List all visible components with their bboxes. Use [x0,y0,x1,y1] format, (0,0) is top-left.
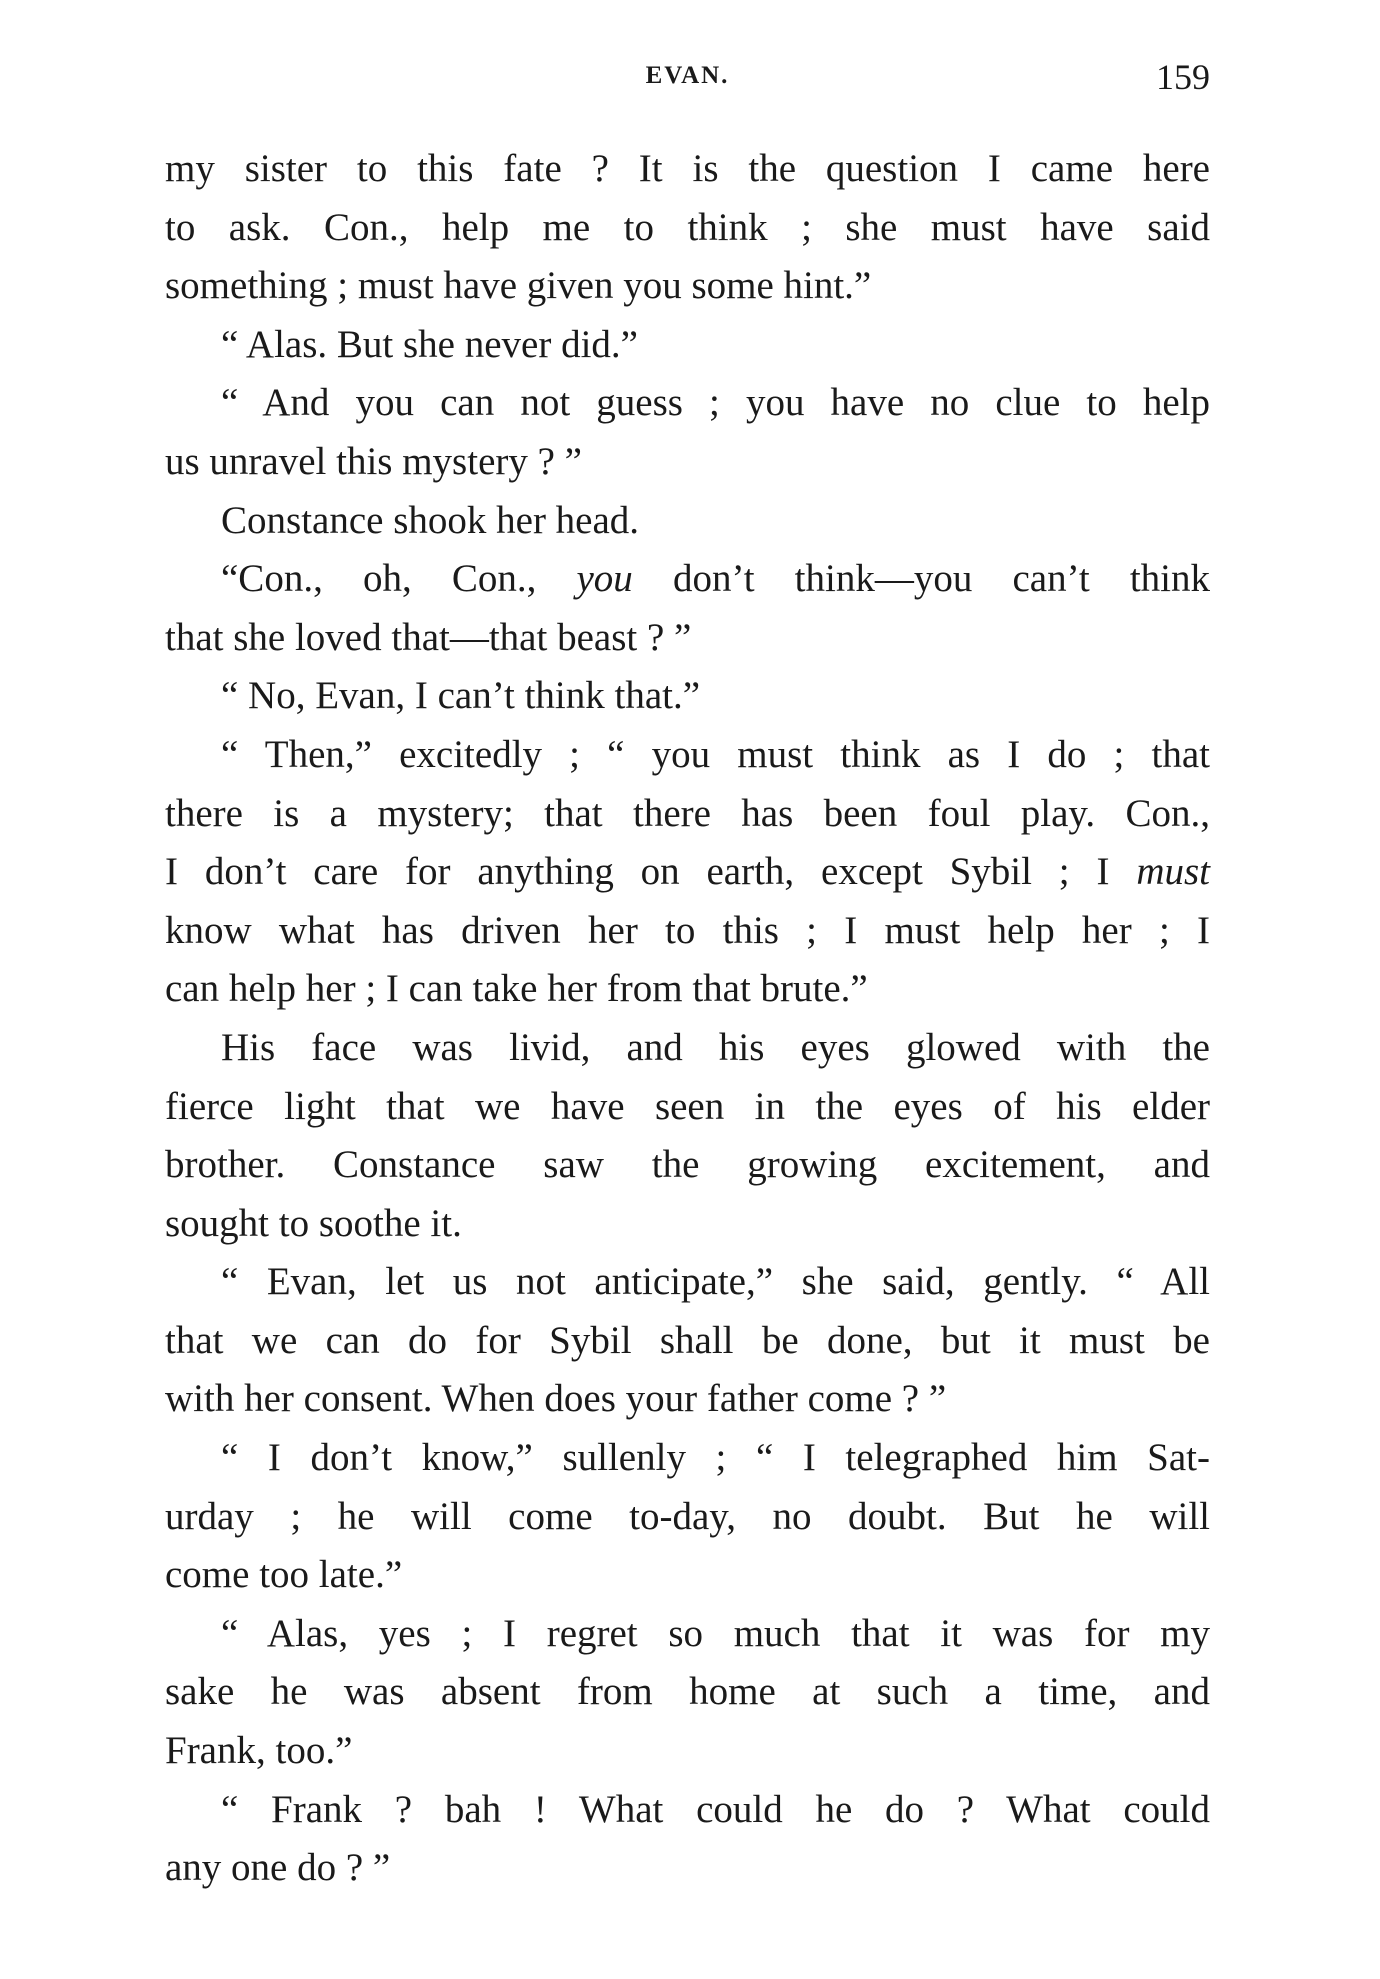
text-line: sought to soothe it. [165,1201,462,1245]
text-line: “ Alas, yes ; I regret so much that it was for my [221,1611,1210,1655]
text-segment: I don’t care for anything on earth, except Sybil ; [165,850,1070,894]
text-line [165,843,1210,902]
text-line [165,550,1210,609]
text-line: brother. Constance saw the growing excitement, and [165,1143,1210,1187]
body-text [165,140,1210,1898]
text-line: come too late.” [165,1553,403,1597]
text-line: “ No, Evan, I can’t think that.” [221,674,701,718]
italic-word: must [1136,850,1211,894]
text-line: my sister to this fate ? It is the question I came here [165,147,1210,190]
page-number: 159 [1156,57,1210,97]
text-segment: don’t think—you can’t think [672,557,1211,601]
text-line: Constance shook her head. [221,498,640,542]
text-segment: “Con., oh, Con., [221,557,537,601]
running-head: EVAN. [645,62,730,89]
text-line: know what has driven her to this ; I must help her ; I [165,908,1210,952]
text-line: “ Alas. But she never did.” [221,322,638,366]
text-line: to ask. Con., help me to think ; she must have said [165,205,1210,249]
text-line: there is a mystery; that there has been foul play. Con., [165,791,1210,835]
text-line: “ I don’t know,” sullenly ; “ I telegraphed him Sat- [221,1436,1210,1480]
text-line: urday ; he will come to-day, no doubt. But he will [165,1494,1210,1538]
text-line: sake he was absent from home at such a time, and [165,1670,1210,1714]
text-line: that she loved that—that beast ? ” [165,615,692,659]
text-line: any one do ? ” [165,1846,391,1890]
italic-word: you [576,557,633,601]
text-line: something ; must have given you some hint.” [165,264,872,308]
text-line: His face was livid, and his eyes glowed with the [221,1025,1210,1069]
text-line: fierce light that we have seen in the eyes of his elder [165,1084,1210,1128]
text-line: “ Then,” excitedly ; “ you must think as I do ; that [221,732,1210,776]
text-segment: I [1096,850,1110,894]
text-line: “ Evan, let us not anticipate,” she said, gently. “ All [221,1260,1210,1304]
page-header [165,56,1210,100]
text-line: with her consent. When does your father come ? ” [165,1377,947,1421]
text-line: “ Frank ? bah ! What could he do ? What could [221,1787,1210,1831]
text-line: “ And you can not guess ; you have no clue to help [221,381,1210,425]
text-line: can help her ; I can take her from that brute.” [165,967,868,1011]
text-line: Frank, too.” [165,1729,353,1773]
text-line: that we can do for Sybil shall be done, but it must be [165,1318,1210,1362]
text-line: us unravel this mystery ? ” [165,439,582,483]
